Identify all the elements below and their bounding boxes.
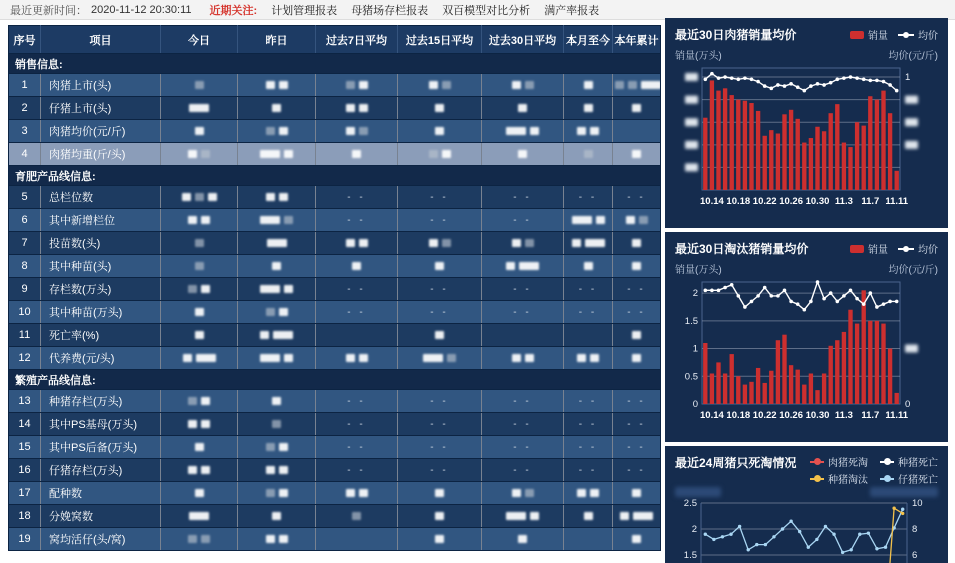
value-cell [398,232,482,255]
row-number: 18 [9,505,41,528]
chart-card-pig-sales [665,18,948,228]
value-cell [613,324,661,347]
table-row[interactable] [9,436,661,459]
value-cell: - - [564,301,613,324]
value-cell [613,97,661,120]
update-time-label: 最近更新时间： [10,4,87,17]
value-cell [161,347,238,370]
svg-text:8: 8 [912,524,918,535]
section-label: 育肥产品线信息: [9,166,661,186]
row-label: 总栏位数 [41,186,161,209]
svg-text:2: 2 [691,524,697,535]
value-cell: - - [613,390,661,413]
svg-text:10.26: 10.26 [779,196,803,207]
legend-item[interactable] [880,454,938,469]
topbar-link[interactable]: 满产率报表 [544,4,600,17]
value-cell [482,97,564,120]
column-header: 昨日 [238,26,316,54]
value-cell [564,120,613,143]
value-cell: - - [613,186,661,209]
svg-text:1.5: 1.5 [684,315,698,327]
chart-title: 最近30日淘汰猪销量均价 [675,242,809,256]
value-cell [161,186,238,209]
row-label: 其中新增栏位 [41,209,161,232]
value-cell [613,528,661,551]
value-cell [564,97,613,120]
value-cell [398,482,482,505]
svg-text:10.30: 10.30 [805,410,830,421]
value-cell [238,74,316,97]
value-cell [482,528,564,551]
row-label: 分娩窝数 [41,505,161,528]
row-label: 仔猪上市(头) [41,97,161,120]
header-row [9,26,661,54]
kpi-table [8,25,661,551]
value-cell [482,120,564,143]
svg-text:11.11: 11.11 [885,410,909,421]
column-header: 过去30日平均 [482,26,564,54]
row-number: 11 [9,324,41,347]
value-cell [161,255,238,278]
bar-line-chart [675,64,938,221]
value-cell [316,505,398,528]
chart-legend [810,454,938,486]
bar-line-chart [675,278,938,435]
value-cell [564,528,613,551]
legend-label: 销量 [868,245,888,256]
line-dot-icon [880,461,894,463]
value-cell [238,324,316,347]
svg-text:10.22: 10.22 [752,410,777,421]
value-cell [613,482,661,505]
svg-text:6: 6 [912,550,918,561]
row-label: 其中PS后备(万头) [41,436,161,459]
row-label: 仔猪存栏(万头) [41,459,161,482]
line-swatch-icon [898,34,914,36]
table-row[interactable] [9,278,661,301]
redacted-axis-label-right [870,487,938,497]
value-cell: - - [482,390,564,413]
value-cell [161,390,238,413]
svg-text:10.18: 10.18 [726,410,751,421]
value-cell: - - [482,301,564,324]
svg-text:11.7: 11.7 [861,196,880,207]
row-number: 2 [9,97,41,120]
value-cell [161,232,238,255]
value-cell [398,143,482,166]
line-dot-icon [880,478,894,480]
row-number: 9 [9,278,41,301]
y-axis-left-label: 销量(万头) [675,265,722,276]
value-cell [613,120,661,143]
svg-text:11.7: 11.7 [861,410,880,421]
value-cell [161,482,238,505]
table-row[interactable] [9,528,661,551]
value-cell [161,143,238,166]
table-row[interactable] [9,459,661,482]
value-cell: - - [482,436,564,459]
value-cell [238,459,316,482]
value-cell [613,209,661,232]
value-cell [238,436,316,459]
svg-text:10.26: 10.26 [779,410,803,421]
table-row[interactable] [9,390,661,413]
value-cell: - - [398,186,482,209]
row-number: 13 [9,390,41,413]
value-cell [161,413,238,436]
value-cell [316,143,398,166]
table-row[interactable] [9,186,661,209]
value-cell [398,120,482,143]
value-cell: - - [398,278,482,301]
value-cell: - - [482,413,564,436]
value-cell: - - [316,209,398,232]
value-cell: - - [398,209,482,232]
value-cell [161,97,238,120]
row-number: 10 [9,301,41,324]
legend-label: 仔猪死亡 [898,475,938,486]
value-cell [482,232,564,255]
kpi-table-header [9,26,661,54]
legend-label: 种猪淘汰 [828,475,868,486]
value-cell: - - [564,413,613,436]
column-header: 本月至今 [564,26,613,54]
line-dot-icon [810,461,824,463]
value-cell [482,74,564,97]
svg-text:10.22: 10.22 [752,196,777,207]
value-cell [238,482,316,505]
value-cell [398,347,482,370]
chart-card-death-cull [665,446,948,563]
value-cell [316,482,398,505]
table-row[interactable] [9,301,661,324]
topbar-link[interactable]: 双百模型对比分析 [442,4,531,17]
row-number: 4 [9,143,41,166]
svg-text:2.5: 2.5 [683,499,697,509]
value-cell: - - [316,186,398,209]
value-cell [564,232,613,255]
table-row[interactable] [9,74,661,97]
row-label: 其中种苗(头) [41,255,161,278]
row-label: 其中种苗(万头) [41,301,161,324]
value-cell: - - [316,413,398,436]
legend-label: 均价 [918,245,938,256]
focus-label: 近期关注: [209,4,258,17]
table-row[interactable] [9,482,661,505]
value-cell: - - [613,413,661,436]
y-axis-left-label: 销量(万头) [675,51,722,62]
value-cell [398,324,482,347]
value-cell [161,301,238,324]
value-cell [161,459,238,482]
value-cell [316,74,398,97]
value-cell: - - [564,278,613,301]
row-number: 6 [9,209,41,232]
column-header: 项目 [41,26,161,54]
value-cell [613,255,661,278]
value-cell [316,97,398,120]
row-label: 代养费(元/头) [41,347,161,370]
value-cell: - - [482,459,564,482]
y-axis-right-label: 均价(元/斤) [888,51,938,62]
legend-item-price[interactable] [898,241,938,256]
row-number: 7 [9,232,41,255]
value-cell [161,324,238,347]
value-cell [238,278,316,301]
row-label: 种猪存栏(万头) [41,390,161,413]
value-cell [564,143,613,166]
column-header: 序号 [9,26,41,54]
value-cell [316,255,398,278]
update-time-value: 2020-11-12 20:30:11 [91,3,192,16]
row-label: 肉猪上市(头) [41,74,161,97]
line-swatch-icon [898,248,914,250]
value-cell [161,505,238,528]
row-label: 存栏数(万头) [41,278,161,301]
value-cell: - - [398,301,482,324]
value-cell [238,209,316,232]
legend-label: 种猪死亡 [898,458,938,469]
legend-item-sales[interactable] [850,27,888,42]
row-number: 19 [9,528,41,551]
value-cell [564,347,613,370]
svg-text:1: 1 [905,72,911,84]
value-cell: - - [316,278,398,301]
row-label: 死亡率(%) [41,324,161,347]
value-cell [564,255,613,278]
value-cell [398,74,482,97]
value-cell [238,143,316,166]
value-cell [398,97,482,120]
redacted-axis-label-left [675,487,721,497]
svg-text:0: 0 [692,399,698,410]
value-cell [482,255,564,278]
legend-item-price[interactable] [898,27,938,42]
svg-text:1: 1 [692,343,698,355]
section-row [9,54,661,74]
row-number: 14 [9,413,41,436]
svg-text:10.14: 10.14 [700,410,724,421]
value-cell [238,505,316,528]
row-number: 1 [9,74,41,97]
column-header: 今日 [161,26,238,54]
value-cell [161,436,238,459]
legend-item[interactable] [810,471,868,486]
svg-text:11.3: 11.3 [834,410,853,421]
value-cell [564,482,613,505]
table-row[interactable] [9,255,661,278]
value-cell: - - [316,301,398,324]
table-row[interactable] [9,143,661,166]
value-cell: - - [613,436,661,459]
topbar-link[interactable]: 母猪场存栏报表 [351,4,429,17]
value-cell [238,528,316,551]
value-cell [482,482,564,505]
row-number: 5 [9,186,41,209]
row-label: 窝均活仔(头/窝) [41,528,161,551]
row-label: 肉猪均价(元/斤) [41,120,161,143]
value-cell: - - [316,459,398,482]
topbar-link[interactable]: 计划管理报表 [271,4,338,17]
value-cell: - - [398,459,482,482]
svg-text:0.5: 0.5 [684,371,698,383]
legend-item-sales[interactable] [850,241,888,256]
value-cell [613,347,661,370]
value-cell [613,505,661,528]
value-cell: - - [482,278,564,301]
table-row[interactable] [9,413,661,436]
table-row[interactable] [9,120,661,143]
svg-text:2: 2 [692,288,698,300]
value-cell [238,347,316,370]
svg-text:11.11: 11.11 [885,196,909,207]
svg-text:10: 10 [912,499,923,509]
value-cell: - - [613,459,661,482]
value-cell: - - [316,436,398,459]
value-cell: - - [482,186,564,209]
value-cell: - - [564,459,613,482]
value-cell [161,278,238,301]
row-label: 配种数 [41,482,161,505]
value-cell [161,209,238,232]
value-cell [398,528,482,551]
value-cell [238,232,316,255]
value-cell: - - [613,278,661,301]
value-cell [238,301,316,324]
section-label: 繁殖产品线信息: [9,370,661,390]
value-cell [398,505,482,528]
table-row[interactable] [9,505,661,528]
section-label: 销售信息: [9,54,661,74]
value-cell [238,186,316,209]
bar-swatch-icon [850,31,864,39]
value-cell [564,324,613,347]
chart-card-cull-sales [665,232,948,442]
value-cell: - - [564,186,613,209]
value-cell: - - [613,301,661,324]
row-number: 16 [9,459,41,482]
value-cell [161,528,238,551]
value-cell [482,324,564,347]
value-cell [316,528,398,551]
value-cell [238,390,316,413]
section-row [9,370,661,390]
table-row[interactable] [9,324,661,347]
svg-text:10.18: 10.18 [726,196,751,207]
value-cell [161,74,238,97]
value-cell [564,209,613,232]
value-cell [316,232,398,255]
legend-item[interactable] [880,471,938,486]
kpi-table-body [9,54,661,551]
value-cell: - - [398,436,482,459]
value-cell [161,120,238,143]
table-row[interactable] [9,347,661,370]
value-cell: - - [482,209,564,232]
line-dot-icon [810,478,824,480]
value-cell [613,232,661,255]
multi-line-chart [675,499,938,563]
svg-text:10.30: 10.30 [805,196,830,207]
value-cell [316,324,398,347]
svg-text:11.3: 11.3 [834,196,853,207]
value-cell [398,255,482,278]
svg-text:10.14: 10.14 [700,196,724,207]
chart-title: 最近24周猪只死淘情况 [675,456,797,470]
row-label: 其中PS基母(万头) [41,413,161,436]
row-label: 肉猪均重(斤/头) [41,143,161,166]
table-row[interactable] [9,97,661,120]
legend-item[interactable] [810,454,868,469]
svg-text:1.5: 1.5 [683,550,697,561]
value-cell [613,143,661,166]
value-cell: - - [564,436,613,459]
value-cell [238,413,316,436]
column-header: 过去7日平均 [316,26,398,54]
chart-title: 最近30日肉猪销量均价 [675,28,797,42]
value-cell [482,505,564,528]
value-cell [316,120,398,143]
column-header: 本年累计 [613,26,661,54]
value-cell [564,505,613,528]
value-cell [238,97,316,120]
row-number: 3 [9,120,41,143]
value-cell [482,347,564,370]
table-row[interactable] [9,209,661,232]
legend-label: 均价 [918,31,938,42]
value-cell: - - [564,390,613,413]
row-number: 17 [9,482,41,505]
table-row[interactable] [9,232,661,255]
value-cell [482,143,564,166]
topbar-links [257,2,599,18]
value-cell: - - [398,413,482,436]
legend-label: 肉猪死淘 [828,458,868,469]
y-axis-right-label: 均价(元/斤) [888,265,938,276]
row-label: 投苗数(头) [41,232,161,255]
value-cell [564,74,613,97]
value-cell: - - [316,390,398,413]
value-cell: - - [398,390,482,413]
value-cell [316,347,398,370]
row-number: 15 [9,436,41,459]
row-number: 12 [9,347,41,370]
bar-swatch-icon [850,245,864,253]
value-cell [238,120,316,143]
column-header: 过去15日平均 [398,26,482,54]
legend-label: 销量 [868,31,888,42]
topbar [0,0,955,20]
value-cell [238,255,316,278]
value-cell [613,74,661,97]
section-row [9,166,661,186]
row-number: 8 [9,255,41,278]
svg-text:0: 0 [905,399,911,410]
